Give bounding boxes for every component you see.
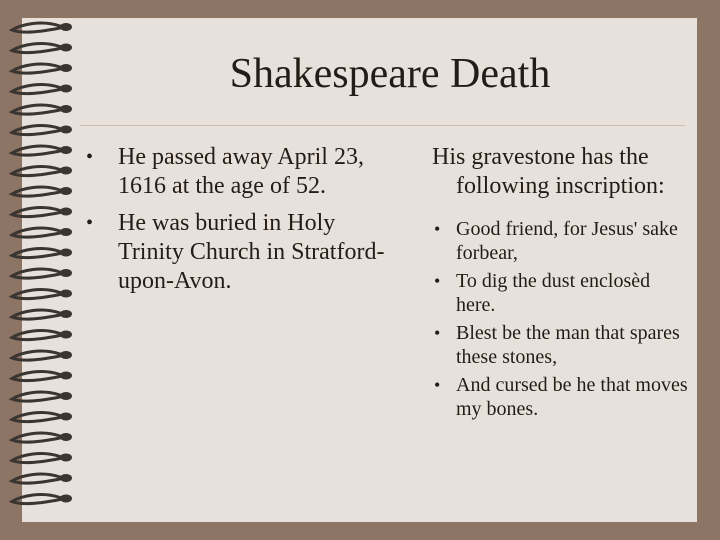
spiral-ring [12,187,60,196]
spiral-ring [12,167,60,176]
spiral-hole [60,310,72,318]
spiral-ring [12,310,60,319]
spiral-ring [12,249,60,258]
bullet-icon: • [434,375,441,395]
list-item [432,321,692,369]
spiral-hole [60,413,72,421]
spiral-binding-icon [0,0,80,540]
spiral-ring [12,433,60,442]
bullet-icon: • [434,323,441,343]
spiral-hole [60,105,72,113]
spiral-ring [12,126,60,135]
spiral-hole [60,474,72,482]
spiral-hole [60,351,72,359]
list-item-text: And cursed be he that moves my bones. [456,374,688,420]
spiral-ring [12,64,60,73]
list-item [432,217,692,265]
spiral-ring [12,351,60,360]
spiral-ring [12,23,60,32]
list-item [432,269,692,317]
spiral-hole [60,228,72,236]
spiral-hole [60,146,72,154]
left-column [86,143,386,304]
spiral-hole [60,433,72,441]
spiral-ring [12,85,60,94]
bullet-icon: • [434,219,441,239]
spiral-ring [12,474,60,483]
inscription-intro: His gravestone has the following inscription: [432,144,665,199]
spiral-hole [60,85,72,93]
spiral-hole [60,454,72,462]
spiral-hole [60,44,72,52]
spiral-ring [12,228,60,237]
spiral-ring [12,413,60,422]
list-item [86,209,386,296]
spiral-ring [12,331,60,340]
spiral-ring [12,372,60,381]
bullet-icon: • [86,146,94,168]
list-item-text: Blest be the man that spares these stones, [456,322,680,368]
slide-title: Shakespeare Death [229,51,551,97]
list-item-text: To dig the dust enclosèd here. [456,270,651,316]
spiral-ring [12,105,60,114]
spiral-hole [60,495,72,503]
spiral-hole [60,331,72,339]
bullet-icon: • [86,212,94,234]
inscription-list [432,217,692,421]
spiral-ring [12,146,60,155]
spiral-hole [60,290,72,298]
spiral-hole [60,64,72,72]
spiral-hole [60,249,72,257]
list-item-text: He passed away April 23, 1616 at the age of 52. [118,144,364,199]
spiral-hole [60,167,72,175]
spiral-hole [60,269,72,277]
list-item-text: Good friend, for Jesus' sake forbear, [456,218,678,264]
spiral-ring [12,392,60,401]
list-item-text: He was buried in Holy Trinity Church in Stratford-upon-Avon. [118,210,385,294]
spiral-hole [60,208,72,216]
spiral-hole [60,392,72,400]
spiral-ring [12,208,60,217]
spiral-hole [60,372,72,380]
spiral-hole [60,126,72,134]
list-item [432,373,692,421]
spiral-ring [12,290,60,299]
spiral-hole [60,23,72,31]
spiral-ring [12,454,60,463]
spiral-hole [60,187,72,195]
spiral-ring [12,495,60,504]
left-bullet-list [86,143,386,296]
spiral-ring [12,44,60,53]
title-divider [80,125,685,126]
bullet-icon: • [434,271,441,291]
right-column [432,143,692,425]
spiral-ring [12,269,60,278]
list-item [86,143,386,201]
